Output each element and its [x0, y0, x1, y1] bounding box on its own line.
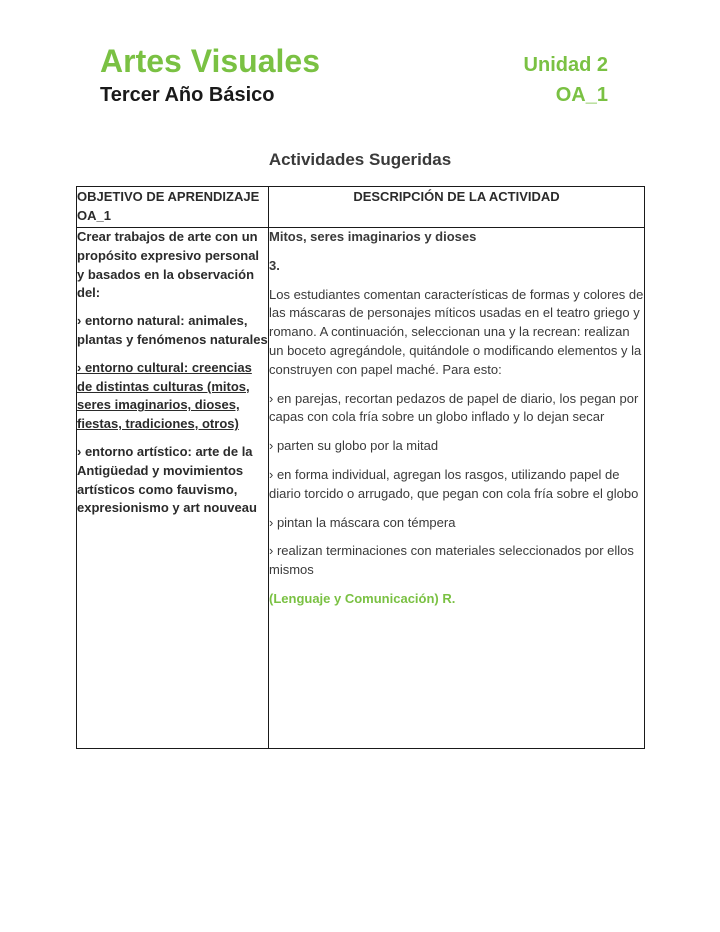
objective-item-natural: › entorno natural: animales, plantas y fenómenos naturales — [77, 313, 268, 347]
activity-step: › parten su globo por la mitad — [269, 438, 439, 454]
objective-column-header: OBJETIVO DE APRENDIZAJE OA_1 — [77, 187, 269, 228]
description-cell — [269, 228, 645, 749]
activity-step: › realizan terminaciones con materiales seleccionados por ellos mismos — [269, 543, 634, 578]
activity-intro: Los estudiantes comentan características de formas y colores de las máscaras de personajes míticos usadas en el teatro griego y romano. A continuación, seleccionan una y la recrean: realizan un boceto agregándole, quitándole o modificando elementos y la construyen con papel maché. Para esto: — [269, 286, 644, 377]
objective-item-cultural: › entorno cultural: creencias de distintas culturas (mitos, seres imaginarios, dioses, fiestas, tradiciones, otros) — [77, 359, 252, 432]
activity-title: Mitos, seres imaginarios y dioses — [269, 229, 477, 244]
activity-number: 3. — [269, 257, 280, 273]
header-left — [100, 42, 320, 107]
table-header-row — [77, 187, 645, 228]
objective-item-artistic: › entorno artístico: arte de la Antigüedad y movimientos artísticos como fauvismo, expresionismo y art nouveau — [77, 443, 257, 516]
activity-step: › en parejas, recortan pedazos de papel de diario, los pegan por capas con cola fría sobre un globo inflado y lo dejan secar — [269, 390, 639, 425]
objective-intro: Crear trabajos de arte con un propósito expresivo personal y basados en la observación del: — [77, 229, 260, 301]
activities-table — [76, 186, 645, 749]
unit-label: Unidad 2 — [523, 54, 608, 76]
cross-curricular-link: (Lenguaje y Comunicación) R. — [269, 590, 456, 606]
description-column-header: DESCRIPCIÓN DE LA ACTIVIDAD — [269, 187, 645, 228]
table-row — [77, 228, 645, 749]
grade-level: Tercer Año Básico — [100, 84, 275, 106]
subject-title: Artes Visuales — [100, 43, 320, 79]
activity-step: › pintan la máscara con témpera — [269, 514, 456, 530]
activity-step: › en forma individual, agregan los rasgos, utilizando papel de diario torcido o arrugado, que pegan con cola fría sobre el globo — [269, 466, 639, 501]
objective-cell — [77, 228, 269, 749]
oa-label: OA_1 — [555, 84, 608, 106]
section-title: Actividades Sugeridas — [268, 150, 452, 169]
header-right — [524, 52, 608, 108]
